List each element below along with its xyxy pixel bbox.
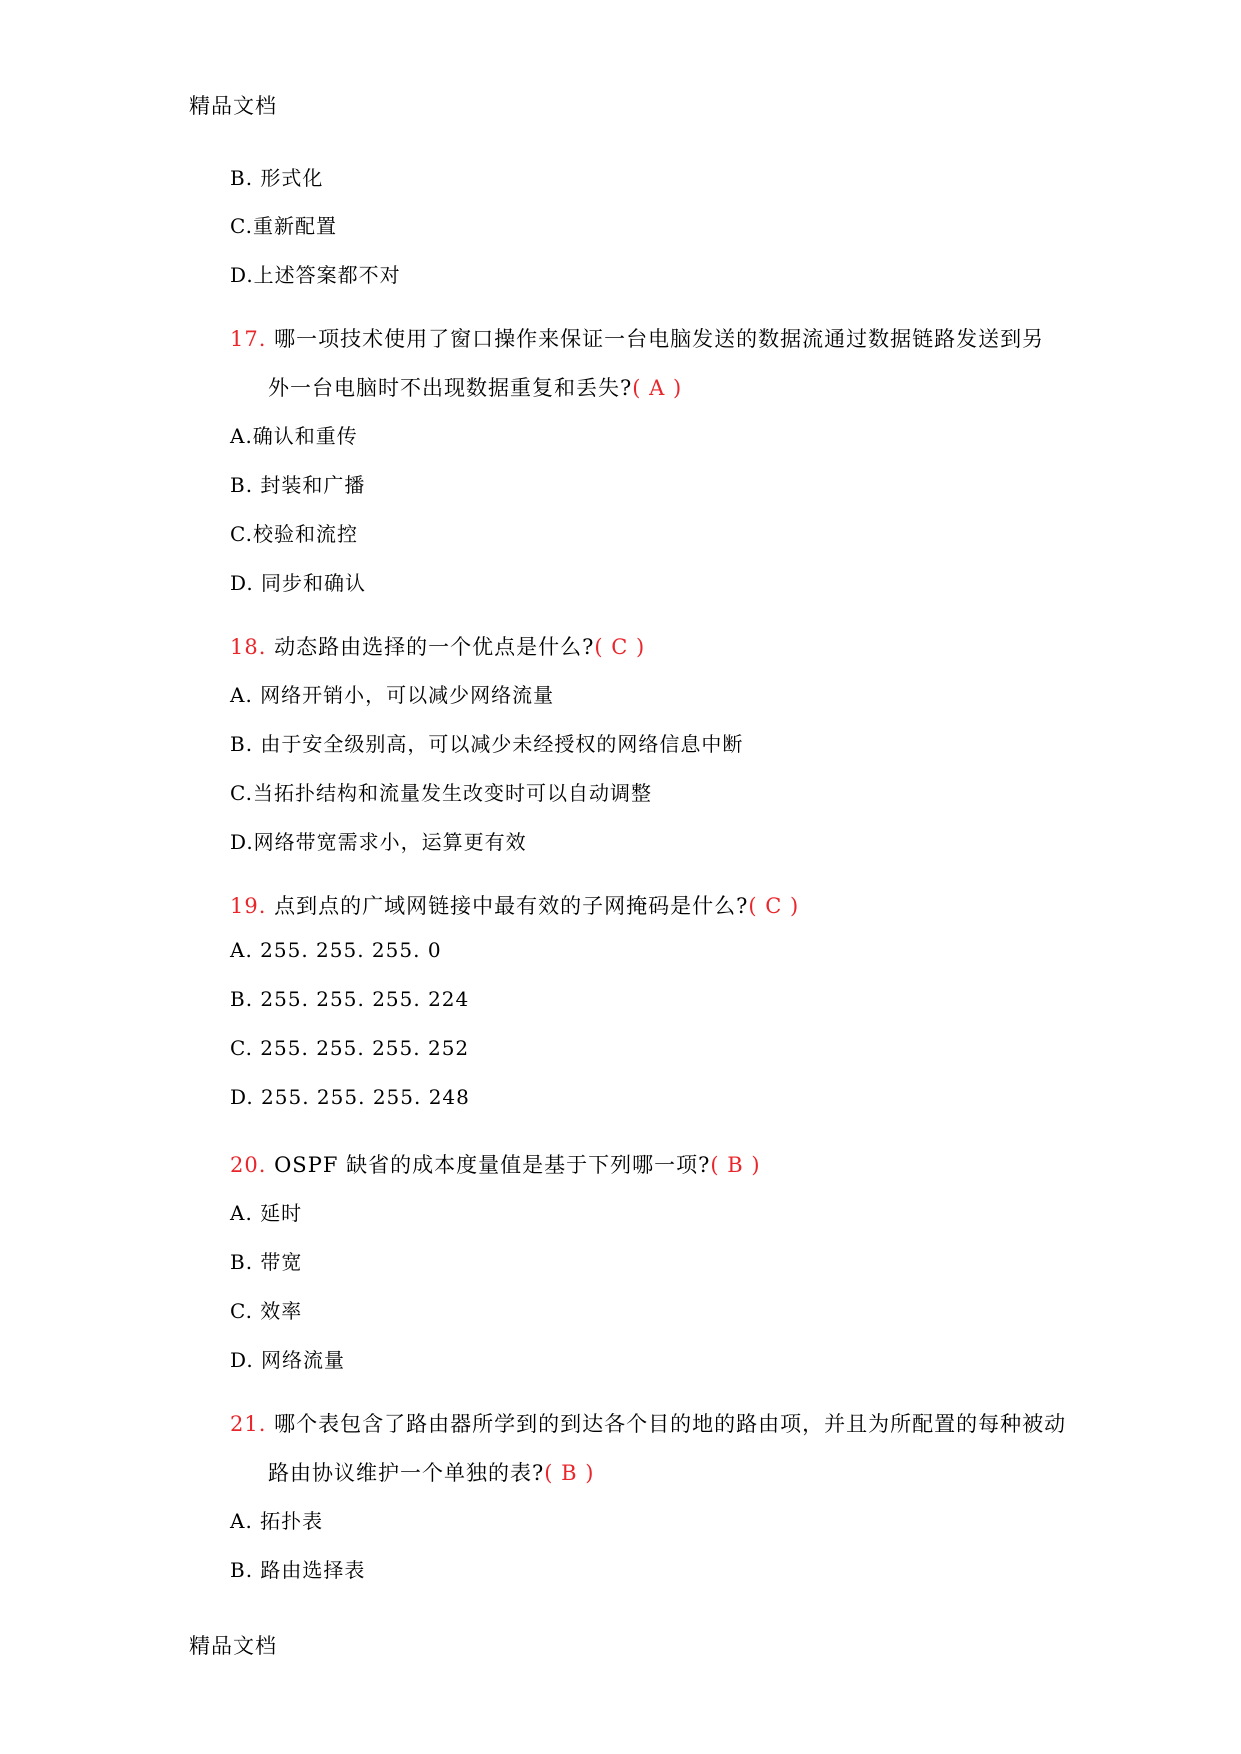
q18-stem: [230, 631, 645, 661]
q20-stem: [230, 1149, 761, 1179]
q21-option-b: B. 路由选择表: [230, 1558, 366, 1582]
q20-answer: ( B ): [710, 1153, 761, 1177]
q19-option-c: C. 255. 255. 255. 252: [230, 1036, 470, 1060]
q21-number: 21.: [230, 1412, 267, 1436]
q21-text-line2: 路由协议维护一个单独的表?: [268, 1461, 545, 1485]
q21-stem-cont: [268, 1457, 594, 1487]
q21-answer: ( B ): [544, 1461, 595, 1485]
q19-option-d: D. 255. 255. 255. 248: [230, 1085, 470, 1109]
q17-option-d: D. 同步和确认: [230, 571, 367, 595]
q18-option-b: B. 由于安全级别高，可以减少未经授权的网络信息中断: [230, 732, 744, 756]
q19-stem: [230, 890, 799, 920]
q18-text: 动态路由选择的一个优点是什么?: [274, 635, 595, 659]
q20-number: 20.: [230, 1153, 267, 1177]
page-header: 精品文档: [189, 94, 277, 118]
q17-option-a: A.确认和重传: [230, 424, 358, 448]
q17-option-c: C.校验和流控: [230, 522, 358, 546]
page-footer: 精品文档: [189, 1634, 277, 1658]
q17-text-line1: 哪一项技术使用了窗口操作来保证一台电脑发送的数据流通过数据链路发送到另: [274, 327, 1045, 351]
q21-text-line1: 哪个表包含了路由器所学到的到达各个目的地的路由项，并且为所配置的每种被动: [274, 1412, 1067, 1436]
q19-number: 19.: [230, 894, 267, 918]
q17-stem: [230, 323, 1044, 353]
q16-option-d: D.上述答案都不对: [230, 263, 401, 287]
q20-option-a: A. 延时: [230, 1201, 303, 1225]
q17-number: 17.: [230, 327, 267, 351]
q17-answer: ( A ): [632, 376, 683, 400]
q21-option-a: A. 拓扑表: [230, 1509, 324, 1533]
q18-option-d: D.网络带宽需求小，运算更有效: [230, 830, 527, 854]
q20-option-b: B. 带宽: [230, 1250, 303, 1274]
q20-text: OSPF 缺省的成本度量值是基于下列哪一项?: [274, 1153, 711, 1177]
q18-option-c: C.当拓扑结构和流量发生改变时可以自动调整: [230, 781, 652, 805]
q19-option-a: A. 255. 255. 255. 0: [230, 938, 442, 962]
q20-option-c: C. 效率: [230, 1299, 303, 1323]
q17-option-b: B. 封装和广播: [230, 473, 366, 497]
q18-option-a: A. 网络开销小，可以减少网络流量: [230, 683, 555, 707]
q17-stem-cont: [268, 372, 682, 402]
q20-option-d: D. 网络流量: [230, 1348, 346, 1372]
q18-answer: ( C ): [594, 635, 646, 659]
q18-number: 18.: [230, 635, 267, 659]
q17-text-line2: 外一台电脑时不出现数据重复和丢失?: [268, 376, 633, 400]
q19-answer: ( C ): [748, 894, 800, 918]
q19-text: 点到点的广域网链接中最有效的子网掩码是什么?: [274, 894, 749, 918]
q16-option-b: B. 形式化: [230, 166, 324, 190]
q19-option-b: B. 255. 255. 255. 224: [230, 987, 470, 1011]
q16-option-c: C.重新配置: [230, 214, 337, 238]
q21-stem: [230, 1408, 1066, 1438]
